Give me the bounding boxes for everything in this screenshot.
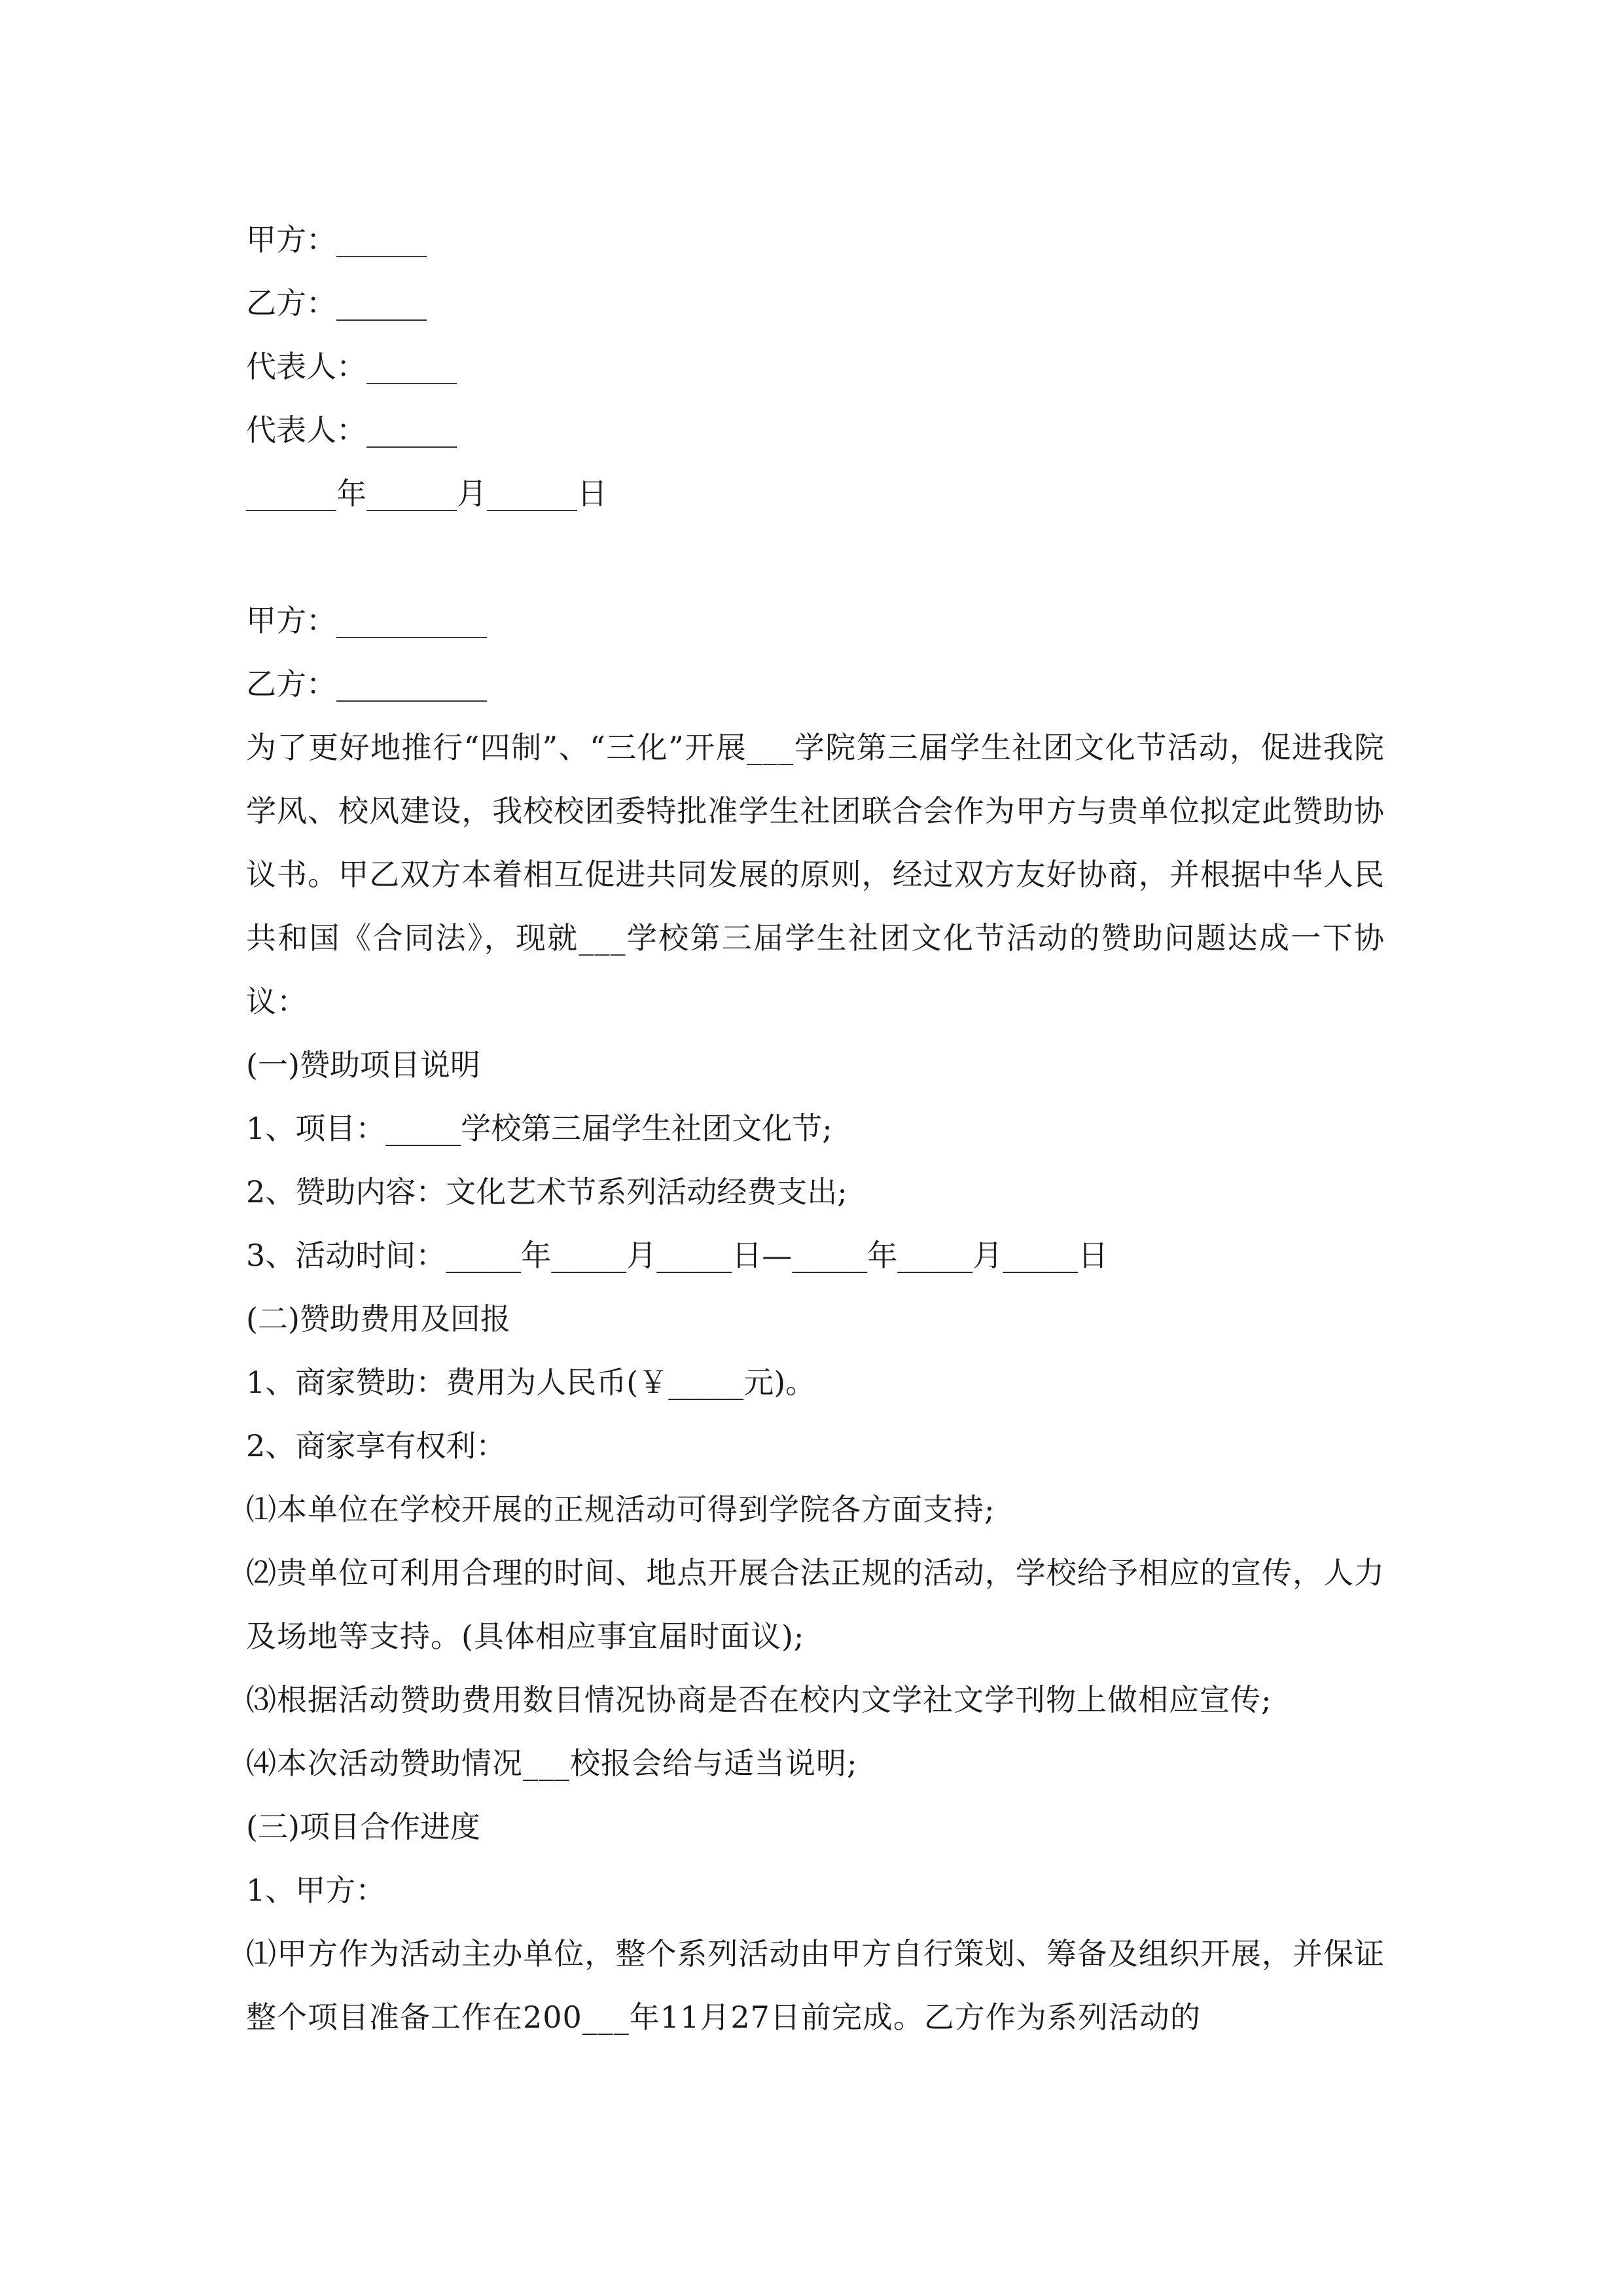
party-b-line: 乙方：______ xyxy=(246,285,427,321)
rights-item: ⑴本单位在学校开展的正规活动可得到学院各方面支持; xyxy=(246,1492,995,1527)
party-b-line: 乙方：__________ xyxy=(246,666,487,702)
party-a-line: 甲方：______ xyxy=(246,222,427,257)
date-line: ______年______月______日 xyxy=(246,476,607,511)
list-item: 1、项目：_____学校第三届学生社团文化节; xyxy=(246,1111,832,1146)
spacer xyxy=(246,526,1385,589)
section-heading: (二)赞助费用及回报 xyxy=(246,1301,510,1336)
rights-item: ⑷本次活动赞助情况___校报会给与适当说明; xyxy=(246,1746,858,1781)
intro-paragraph: 为了更好地推行“四制”、“三化”开展___学院第三届学生社团文化节活动，促进我院学风、校风建设，我校校团委特批准学生社团联合会作为甲方与贵单位拟定此赞助协议书。甲乙双方本着相互促进共同发展的原则，经过双方友好协商，并根据中华人民共和国《合同法》，现就___学校第三届学生社团文化节活动的赞助问题达成一下协议： xyxy=(246,730,1385,1019)
list-item: 3、活动时间：_____年_____月_____日—_____年_____月_____日 xyxy=(246,1238,1109,1273)
section-heading: (一)赞助项目说明 xyxy=(246,1047,480,1083)
rights-item: ⑶根据活动赞助费用数目情况协商是否在校内文学社文学刊物上做相应宣传; xyxy=(246,1682,1272,1717)
list-item: 2、赞助内容：文化艺术节系列活动经费支出; xyxy=(246,1174,847,1210)
document-body xyxy=(246,208,1385,2049)
list-item: 1、甲方： xyxy=(246,1873,386,1908)
section-heading: (三)项目合作进度 xyxy=(246,1809,480,1844)
representative-line: 代表人：______ xyxy=(246,349,457,384)
party-a-line: 甲方：__________ xyxy=(246,603,487,638)
representative-line: 代表人：______ xyxy=(246,412,457,448)
list-item: 1、商家赞助：费用为人民币(￥_____元)。 xyxy=(246,1365,816,1400)
list-item: 2、商家享有权利： xyxy=(246,1428,507,1463)
rights-item: ⑵贵单位可利用合理的时间、地点开展合法正规的活动，学校给予相应的宣传，人力及场地等支持。(具体相应事宜届时面议); xyxy=(246,1555,1385,1654)
clause-paragraph: ⑴甲方作为活动主办单位，整个系列活动由甲方自行策划、筹备及组织开展，并保证整个项目准备工作在200___年11月27日前完成。乙方作为系列活动的 xyxy=(246,1936,1385,2035)
